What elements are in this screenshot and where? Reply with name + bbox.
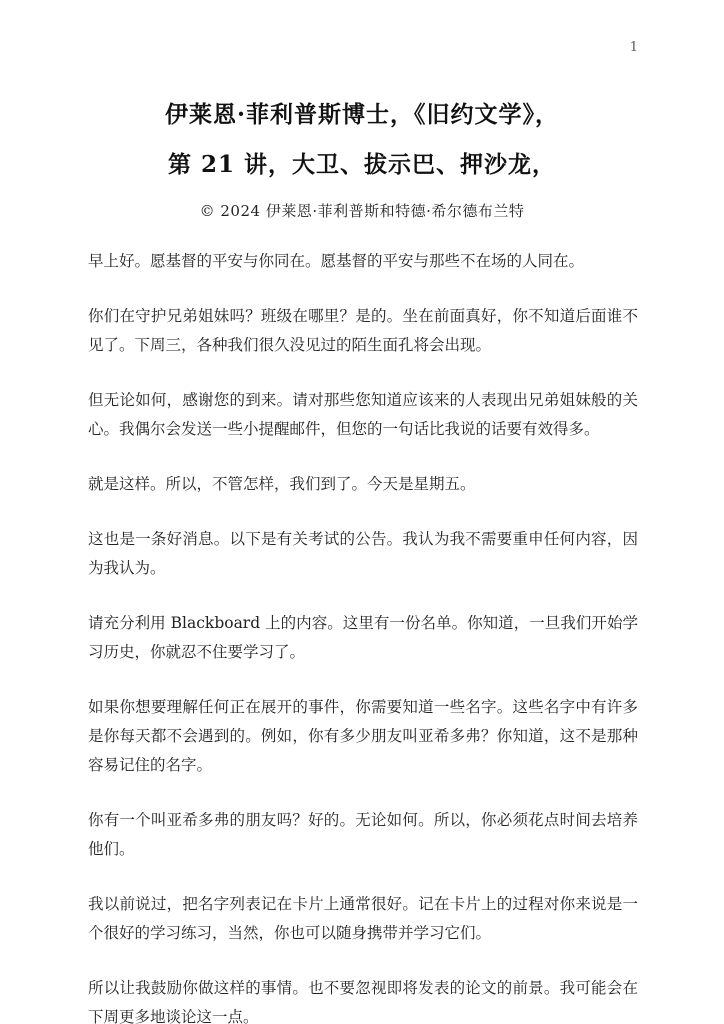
copyright-line: © 2024 伊莱恩·菲利普斯和特德·希尔德布兰特	[199, 202, 525, 220]
document-body	[88, 247, 638, 1024]
paragraph: 请充分利用 Blackboard 上的内容。这里有一份名单。你知道，一旦我们开始学习历史，你就忍不住要学习了。	[88, 614, 638, 661]
paragraph: 但无论如何，感谢您的到来。请对那些您知道应该来的人表现出兄弟姐妹般的关心。我偶尔会发送一些小提醒邮件，但您的一句话比我说的话要有效得多。	[88, 391, 638, 438]
paragraph: 如果你想要理解任何正在展开的事件，你需要知道一些名字。这些名字中有许多是你每天都不会遇到的。例如，你有多少朋友叫亚希多弗？你知道，这不是那种容易记住的名字。	[88, 698, 638, 774]
paragraph: 所以让我鼓励你做这样的事情。也不要忽视即将发表的论文的前景。我可能会在下周更多地谈论这一点。	[88, 979, 638, 1024]
paragraph: 我以前说过，把名字列表记在卡片上通常很好。记在卡片上的过程对你来说是一个很好的学习练习，当然，你也可以随身携带并学习它们。	[88, 895, 638, 942]
paragraph: 你们在守护兄弟姐妹吗？班级在哪里？是的。坐在前面真好，你不知道后面谁不见了。下周三，各种我们很久没见过的陌生面孔将会出现。	[88, 307, 638, 354]
paragraph: 你有一个叫亚希多弗的朋友吗？好的。无论如何。所以，你必须花点时间去培养他们。	[88, 811, 638, 858]
document-title-line1: 伊莱恩·菲利普斯博士，《旧约文学》，	[164, 101, 559, 128]
paragraph: 就是这样。所以，不管怎样，我们到了。今天是星期五。	[88, 475, 476, 493]
paragraph: 这也是一条好消息。以下是有关考试的公告。我认为我不需要重申任何内容，因为我认为。	[88, 530, 638, 577]
document-title-line2: 第 21 讲，大卫、拔示巴、押沙龙，	[167, 151, 557, 178]
page-number: 1	[629, 40, 638, 55]
paragraph: 早上好。愿基督的平安与你同在。愿基督的平安与那些不在场的人同在。	[88, 252, 585, 270]
document-header	[60, 0, 664, 221]
